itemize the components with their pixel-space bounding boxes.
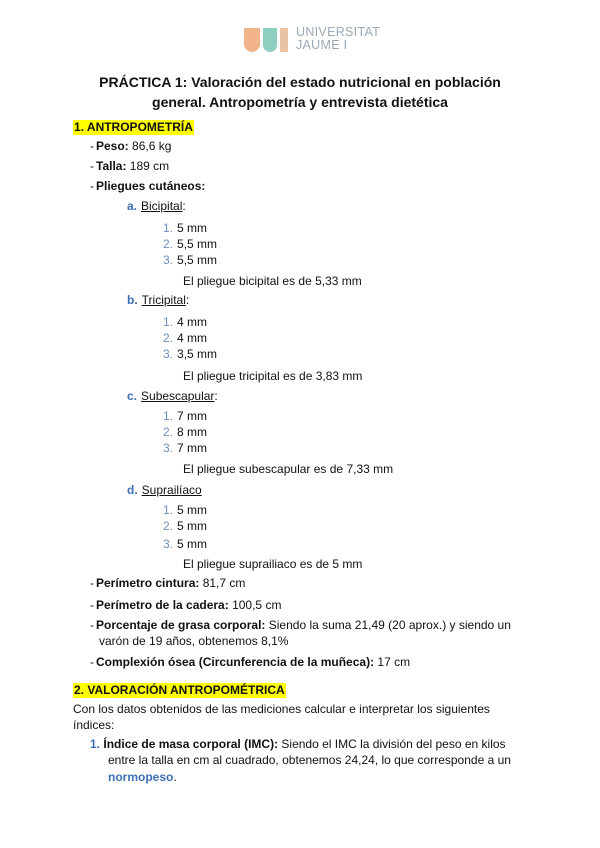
subescapular-heading <box>127 389 218 404</box>
cintura-label: Perímetro cintura: <box>96 576 200 590</box>
list-number: 1. <box>163 221 174 235</box>
subescapular-suffix: : <box>214 389 218 403</box>
suprailiaco-heading <box>127 483 202 498</box>
section-2-heading: 2. VALORACIÓN ANTROPOMÉTRICA <box>74 683 285 697</box>
imc-text-1: Siendo el IMC la división del peso en kilos <box>281 737 506 751</box>
bicipital-name: Bicipital <box>141 199 183 213</box>
peso-line: - Peso: 86,6 kg <box>90 139 172 153</box>
logo-line-1: UNIVERSITAT <box>296 25 381 39</box>
imc-text-2: entre la talla en cm al cuadrado, obtenemos 24,24, lo que corresponde a un <box>108 753 511 767</box>
talla-label: Talla: <box>96 159 127 173</box>
title-line-2: general. Antropometría y entrevista dietética <box>152 94 448 110</box>
bicipital-result: El pliegue bicipital es de 5,33 mm <box>183 274 362 288</box>
section-2-intro-2: índices: <box>73 718 115 732</box>
list-item <box>163 519 207 534</box>
uji-logo-icon <box>244 26 288 52</box>
cintura-line: - Perímetro cintura: 81,7 cm <box>90 576 246 590</box>
normopeso-highlight: normopeso <box>108 770 174 784</box>
section-1-heading: 1. ANTROPOMETRÍA <box>74 120 193 134</box>
bicipital-letter: a. <box>127 199 138 213</box>
suprailiaco-result: El pliegue suprailiaco es de 5 mm <box>183 557 363 571</box>
tricipital-letter: b. <box>127 293 138 307</box>
pliegues-line: - Pliegues cutáneos: <box>90 179 206 193</box>
peso-value: 86,6 kg <box>132 139 172 153</box>
list-number: 2. <box>163 331 174 345</box>
list-value: 7 mm <box>177 409 208 423</box>
list-value: 5 mm <box>177 537 208 551</box>
peso-label: Peso: <box>96 139 129 153</box>
bicipital-heading <box>127 199 186 214</box>
cadera-value: 100,5 cm <box>232 598 282 612</box>
subescapular-letter: c. <box>127 389 138 403</box>
cintura-value: 81,7 cm <box>202 576 246 590</box>
list-value: 5 mm <box>177 221 208 235</box>
list-item <box>163 347 217 362</box>
imc-line-3 <box>108 770 177 785</box>
tricipital-result: El pliegue tricipital es de 3,83 mm <box>183 369 363 383</box>
list-item <box>163 221 207 236</box>
list-value: 3,5 mm <box>177 347 218 361</box>
list-number: 2. <box>163 425 174 439</box>
imc-line-1 <box>90 737 506 752</box>
list-item <box>163 253 217 268</box>
list-number: 1. <box>163 503 174 517</box>
list-number: 1. <box>163 409 174 423</box>
list-value: 5 mm <box>177 519 208 533</box>
list-item <box>163 425 207 440</box>
list-number: 3. <box>163 441 174 455</box>
list-number: 3. <box>163 253 174 267</box>
suprailiaco-letter: d. <box>127 483 138 497</box>
list-value: 7 mm <box>177 441 208 455</box>
suprailiaco-name: Suprailíaco <box>141 483 202 497</box>
grasa-text-1: Siendo la suma 21,49 (20 aprox.) y siendo un <box>268 618 511 632</box>
list-number: 3. <box>163 347 174 361</box>
list-item <box>163 331 207 346</box>
bicipital-suffix: : <box>182 199 186 213</box>
tricipital-suffix: : <box>185 293 190 307</box>
complexion-value: 17 cm <box>377 655 411 669</box>
complexion-line: - Complexión ósea (Circunferencia de la muñeca): 17 cm <box>90 655 411 669</box>
logo-line-2: JAUME I <box>296 38 348 52</box>
title-line-1: PRÁCTICA 1: Valoración del estado nutricional en población <box>99 74 501 90</box>
list-item <box>163 441 207 456</box>
list-value: 8 mm <box>177 425 208 439</box>
grasa-text-2: varón de 19 años, obtenemos 8,1% <box>99 634 289 648</box>
list-item <box>163 315 207 330</box>
list-item <box>163 237 217 252</box>
list-item <box>163 503 207 518</box>
talla-value: 189 cm <box>129 159 170 173</box>
imc-end: . <box>173 770 177 784</box>
cadera-label: Perímetro de la cadera: <box>96 598 229 612</box>
list-value: 5,5 mm <box>177 237 218 251</box>
imc-label: Índice de masa corporal (IMC): <box>103 737 279 751</box>
talla-line: - Talla: 189 cm <box>90 159 170 173</box>
grasa-line-1: - Porcentaje de grasa corporal: Siendo la suma 21,49 (20 aprox.) y siendo un <box>90 618 511 632</box>
list-number: 3. <box>163 537 174 551</box>
list-number: 2. <box>163 519 174 533</box>
list-value: 5,5 mm <box>177 253 218 267</box>
grasa-label: Porcentaje de grasa corporal: <box>96 618 266 632</box>
complexion-label: Complexión ósea (Circunferencia de la muñeca): <box>96 655 375 669</box>
tricipital-name: Tricipital <box>141 293 186 307</box>
list-value: 4 mm <box>177 331 208 345</box>
imc-number: 1. <box>90 737 101 751</box>
pliegues-label: Pliegues cutáneos: <box>96 179 206 193</box>
list-item <box>163 537 207 552</box>
subescapular-name: Subescapular <box>141 389 215 403</box>
section-2-intro-1: Con los datos obtenidos de las mediciones calcular e interpretar los siguientes <box>73 702 490 716</box>
list-number: 2. <box>163 237 174 251</box>
tricipital-heading <box>127 293 189 308</box>
list-value: 4 mm <box>177 315 208 329</box>
list-value: 5 mm <box>177 503 208 517</box>
university-logo <box>244 24 380 54</box>
list-item <box>163 409 207 424</box>
cadera-line: - Perímetro de la cadera: 100,5 cm <box>90 598 282 612</box>
logo-text <box>296 26 380 52</box>
subescapular-result: El pliegue subescapular es de 7,33 mm <box>183 462 394 476</box>
list-number: 1. <box>163 315 174 329</box>
document-title <box>60 72 540 112</box>
